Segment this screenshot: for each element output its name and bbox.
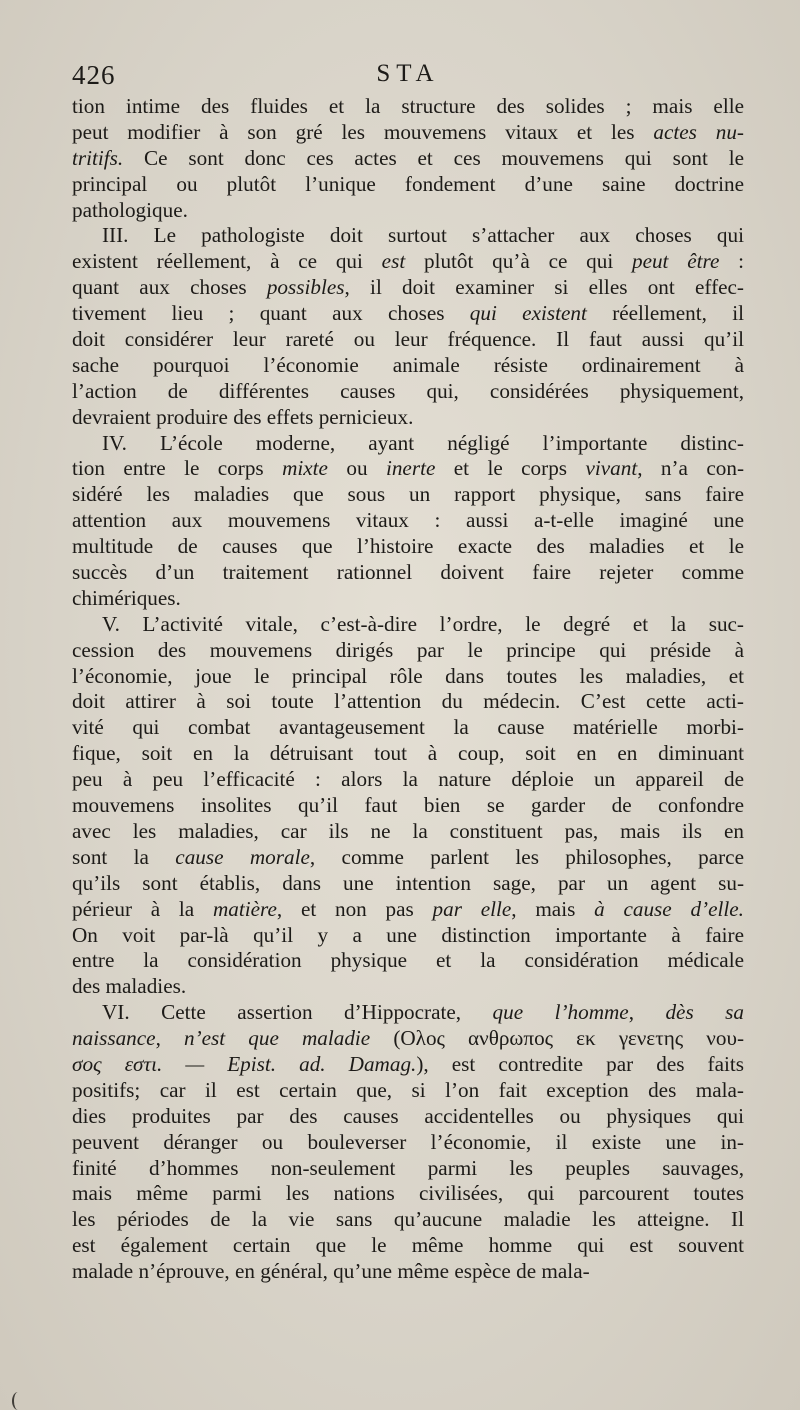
italic-run: peut être bbox=[631, 249, 720, 274]
text-line bbox=[72, 1181, 744, 1207]
text-run: réellement, il bbox=[586, 301, 744, 326]
italic-run: n’est que maladie bbox=[183, 1026, 371, 1051]
text-run: l’action de différentes causes qui, considérées physiquement, bbox=[72, 378, 744, 403]
text-run: périeur à la bbox=[72, 896, 213, 921]
text-line bbox=[72, 819, 744, 845]
italic-run: dès sa bbox=[665, 1000, 744, 1025]
text-line bbox=[72, 1259, 744, 1285]
text-run: entre la considération physique et la considération médicale bbox=[72, 948, 744, 973]
text-run: devraient produire des effets pernicieux. bbox=[72, 404, 414, 429]
text-run: peuvent déranger ou bouleverser l’économie, il existe une in- bbox=[72, 1129, 744, 1154]
text-run: sidéré les maladies que sous un rapport physique, sans faire bbox=[72, 482, 744, 507]
text-line bbox=[72, 508, 744, 534]
italic-run: est bbox=[381, 249, 406, 274]
paragraph bbox=[72, 94, 744, 223]
italic-run: σος εστι. — Epist. ad. Damag. bbox=[72, 1051, 417, 1076]
text-line bbox=[72, 1052, 744, 1078]
text-run: , bbox=[155, 1026, 184, 1051]
text-line bbox=[72, 198, 744, 224]
text-run: On voit par-là qu’il y a une distinction importante à faire bbox=[72, 922, 744, 947]
text-run: et le corps bbox=[435, 456, 586, 481]
text-run: doit considérer leur rareté ou leur fréquence. Il faut aussi qu’il bbox=[72, 327, 744, 352]
text-line bbox=[72, 767, 744, 793]
text-run: les périodes de la vie sans qu’aucune maladie les atteigne. Il bbox=[72, 1207, 744, 1232]
text-line bbox=[72, 1156, 744, 1182]
text-run: doit attirer à soi toute l’attention du médecin. C’est cette acti- bbox=[72, 689, 744, 714]
text-line bbox=[72, 1078, 744, 1104]
text-run: Ce sont donc ces actes et ces mouvemens qui sont le bbox=[123, 145, 744, 170]
italic-run: naissance bbox=[72, 1026, 156, 1051]
text-line bbox=[72, 871, 744, 897]
text-run: : bbox=[719, 249, 744, 274]
running-head: STA bbox=[376, 60, 440, 87]
paragraph bbox=[72, 612, 744, 1000]
italic-run: actes nu- bbox=[653, 119, 744, 144]
text-line bbox=[72, 1104, 744, 1130]
text-line bbox=[72, 741, 744, 767]
text-line bbox=[72, 301, 744, 327]
page-edge-mark bbox=[12, 1392, 24, 1410]
body-text bbox=[72, 94, 744, 1285]
text-line bbox=[72, 793, 744, 819]
text-run: plutôt qu’à ce qui bbox=[405, 249, 632, 274]
text-run: tion intime des fluides et la structure des solides ; mais elle bbox=[72, 94, 744, 118]
text-line bbox=[72, 923, 744, 949]
text-run: IV. L’école moderne, ayant négligé l’importante distinc- bbox=[102, 430, 744, 455]
paragraph bbox=[72, 1000, 744, 1285]
italic-run: vivant bbox=[585, 456, 638, 481]
text-line bbox=[72, 275, 744, 301]
text-line bbox=[72, 431, 744, 457]
text-run: , mais bbox=[511, 896, 595, 921]
text-line bbox=[72, 172, 744, 198]
text-line bbox=[72, 249, 744, 275]
text-run: ), est contredite par des faits bbox=[416, 1051, 744, 1076]
text-run: malade n’éprouve, en général, qu’une même espèce de mala- bbox=[72, 1259, 590, 1284]
italic-run: inerte bbox=[385, 456, 436, 481]
italic-run: possibles bbox=[266, 275, 345, 300]
text-line bbox=[72, 1130, 744, 1156]
italic-run: par elle bbox=[432, 896, 512, 921]
text-run: fique, soit en la détruisant tout à coup, soit en en diminuant bbox=[72, 741, 744, 766]
text-run: , bbox=[628, 1000, 666, 1025]
text-run: mais même parmi les nations civilisées, qui parcourent toutes bbox=[72, 1181, 744, 1206]
italic-run: tritifs. bbox=[72, 145, 124, 170]
text-line bbox=[72, 353, 744, 379]
text-run: peut modifier à son gré les mouvemens vitaux et les bbox=[72, 119, 654, 144]
text-run: vité qui combat avantageusement la cause matérielle morbi- bbox=[72, 715, 744, 740]
text-line bbox=[72, 560, 744, 586]
text-run: quant aux choses bbox=[72, 275, 267, 300]
text-line bbox=[72, 120, 744, 146]
text-run: dies produites par des causes accidentelles ou physiques qui bbox=[72, 1103, 744, 1128]
text-line bbox=[72, 405, 744, 431]
text-run: succès d’un traitement rationnel doivent faire rejeter comme bbox=[72, 560, 744, 585]
text-line bbox=[72, 638, 744, 664]
text-run: tivement lieu ; quant aux choses bbox=[72, 301, 470, 326]
text-run: l’économie, joue le principal rôle dans toutes les maladies, et bbox=[72, 663, 744, 688]
text-line bbox=[72, 1233, 744, 1259]
text-line bbox=[72, 534, 744, 560]
text-run: pathologique. bbox=[72, 197, 188, 222]
text-line bbox=[72, 715, 744, 741]
text-run: ou bbox=[327, 456, 386, 481]
italic-run: mixte bbox=[282, 456, 328, 481]
text-run: avec les maladies, car ils ne la constituent pas, mais ils en bbox=[72, 818, 744, 843]
page-header bbox=[72, 60, 744, 96]
paragraph bbox=[72, 223, 744, 430]
text-line bbox=[72, 664, 744, 690]
text-line bbox=[72, 1026, 744, 1052]
text-line bbox=[72, 897, 744, 923]
text-run: qu’ils sont établis, dans une intention sage, par un agent su- bbox=[72, 870, 744, 895]
text-line bbox=[72, 586, 744, 612]
paragraph bbox=[72, 431, 744, 612]
text-line bbox=[72, 223, 744, 249]
text-run: positifs; car il est certain que, si l’on fait exception des mala- bbox=[72, 1077, 744, 1102]
text-run: , et non pas bbox=[276, 896, 433, 921]
text-line bbox=[72, 456, 744, 482]
text-line bbox=[72, 482, 744, 508]
text-run: cession des mouvemens dirigés par le principe qui préside à bbox=[72, 637, 744, 662]
italic-run: que l’homme bbox=[492, 1000, 629, 1025]
italic-run: cause morale bbox=[175, 844, 310, 869]
text-line bbox=[72, 845, 744, 871]
text-line bbox=[72, 146, 744, 172]
italic-run: matière bbox=[212, 896, 277, 921]
page-number: 426 bbox=[72, 60, 116, 90]
text-run: tion entre le corps bbox=[72, 456, 283, 481]
text-run: des maladies. bbox=[72, 974, 187, 999]
text-run: sache pourquoi l’économie animale résiste ordinairement à bbox=[72, 352, 744, 377]
text-run: V. L’activité vitale, c’est-à-dire l’ordre, le degré et la suc- bbox=[102, 611, 744, 636]
text-line bbox=[72, 612, 744, 638]
text-line bbox=[72, 689, 744, 715]
italic-run: qui existent bbox=[469, 301, 587, 326]
italic-run: à cause d’elle. bbox=[594, 896, 744, 921]
text-run: mouvemens insolites qu’il faut bien se garder de confondre bbox=[72, 793, 744, 818]
text-run: VI. Cette assertion d’Hippocrate, bbox=[102, 1000, 493, 1025]
text-run: , n’a con- bbox=[637, 456, 745, 481]
text-run: , il doit examiner si elles ont effec- bbox=[344, 275, 744, 300]
text-line bbox=[72, 327, 744, 353]
text-line bbox=[72, 1000, 744, 1026]
text-run: existent réellement, à ce qui bbox=[72, 249, 382, 274]
text-run: multitude de causes que l’histoire exacte des maladies et le bbox=[72, 534, 744, 559]
text-run: finité d’hommes non-seulement parmi les peuples sauvages, bbox=[72, 1155, 744, 1180]
text-line bbox=[72, 379, 744, 405]
text-run: , comme parlent les philosophes, parce bbox=[309, 844, 744, 869]
text-run: est également certain que le même homme qui est souvent bbox=[72, 1233, 744, 1258]
text-run: (Ολος ανθρωπος εκ γενετης νου- bbox=[370, 1026, 745, 1051]
text-line bbox=[72, 1207, 744, 1233]
text-run: chimériques. bbox=[72, 585, 181, 610]
text-run: principal ou plutôt l’unique fondement d’une saine doctrine bbox=[72, 171, 744, 196]
text-run: III. Le pathologiste doit surtout s’attacher aux choses qui bbox=[102, 223, 744, 248]
text-run: sont la bbox=[72, 844, 176, 869]
text-run: peu à peu l’efficacité : alors la nature déploie un appareil de bbox=[72, 767, 744, 792]
text-line bbox=[72, 974, 744, 1000]
text-run: attention aux mouvemens vitaux : aussi a-t-elle imaginé une bbox=[72, 508, 744, 533]
text-line bbox=[72, 948, 744, 974]
text-line bbox=[72, 94, 744, 120]
